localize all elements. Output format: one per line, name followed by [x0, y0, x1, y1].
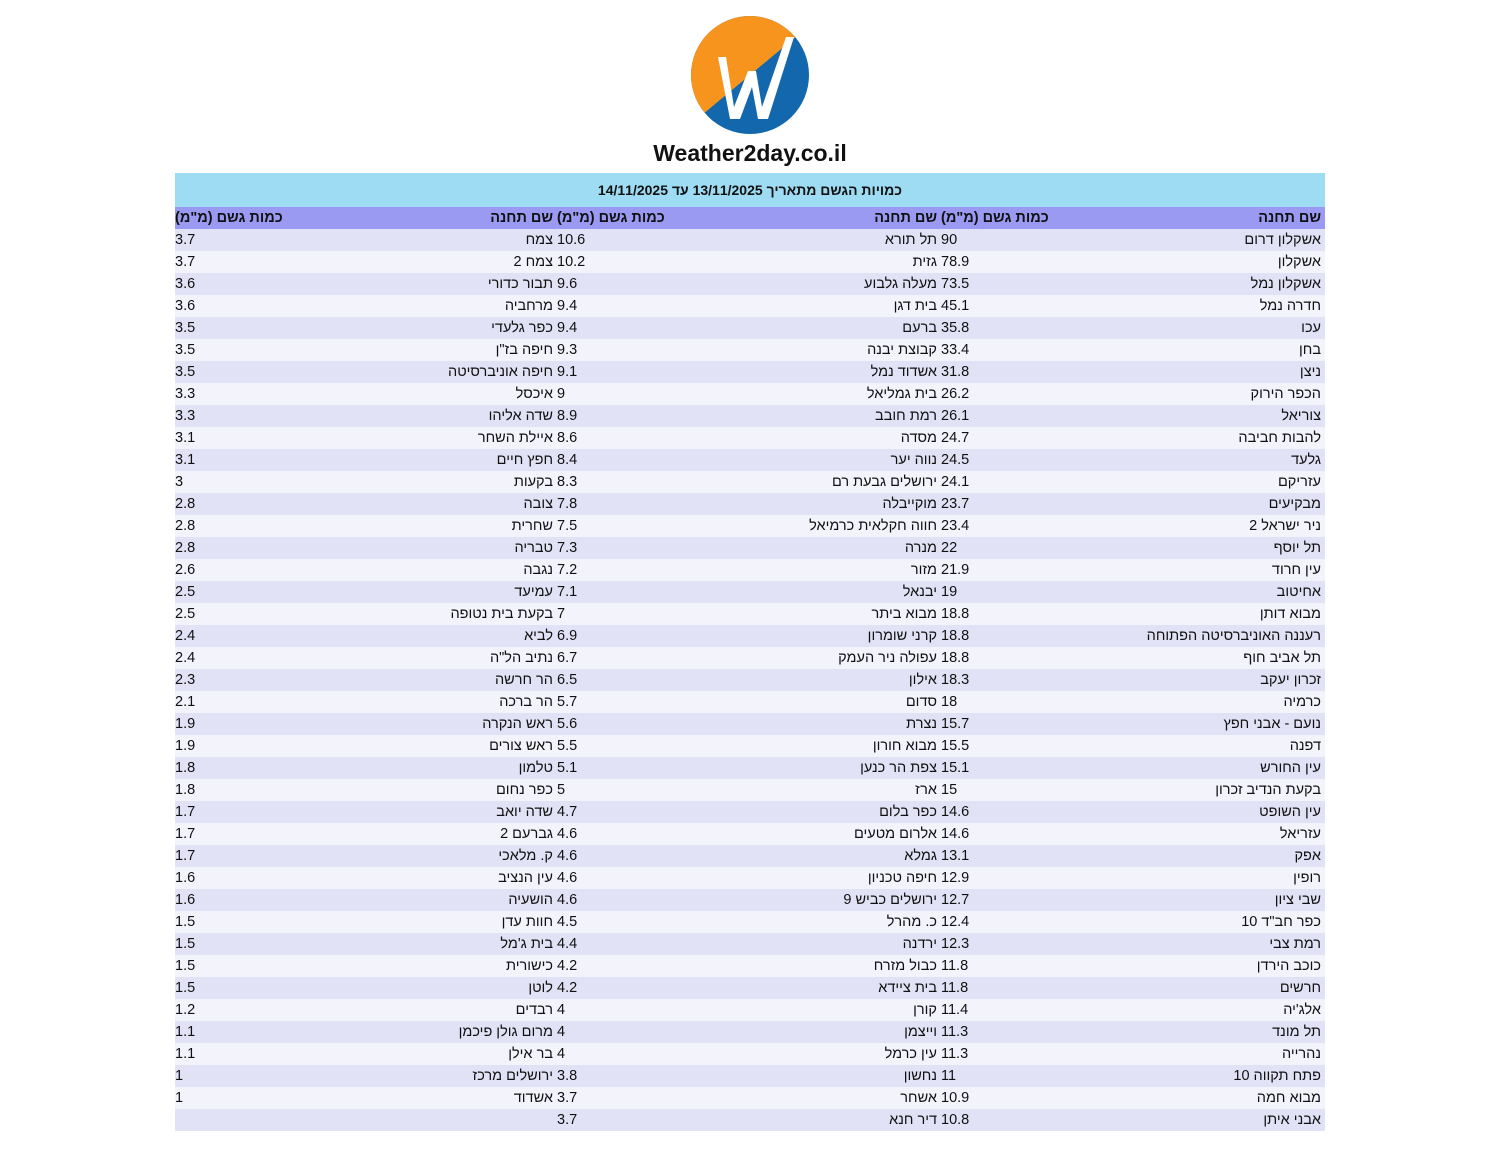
rain-amount-cell: 7.3	[557, 537, 749, 559]
header-rain-2: כמות גשם (מ"מ)	[557, 207, 749, 229]
rain-amount-cell: 1.8	[175, 779, 366, 801]
rain-amount-cell: 15	[941, 779, 1133, 801]
station-name-cell: לוטן	[366, 977, 557, 999]
rain-amount-cell: 10.6	[557, 229, 749, 251]
station-name-cell: טבריה	[366, 537, 557, 559]
rain-amount-cell: 73.5	[941, 273, 1133, 295]
station-name-cell: מרום גולן פיכמן	[366, 1021, 557, 1043]
station-name-cell: טלמון	[366, 757, 557, 779]
rain-amount-cell: 12.3	[941, 933, 1133, 955]
station-name-cell: מבוא דותן	[1133, 603, 1325, 625]
station-name-cell: סדום	[749, 691, 941, 713]
station-name-cell: עזריאל	[1133, 823, 1325, 845]
rain-amount-cell: 6.9	[557, 625, 749, 647]
rain-amount-cell: 3.6	[175, 273, 366, 295]
rain-amount-cell: 2.1	[175, 691, 366, 713]
rain-amount-cell: 1.6	[175, 889, 366, 911]
station-name-cell: חדרה נמל	[1133, 295, 1325, 317]
rain-amount-cell: 12.4	[941, 911, 1133, 933]
station-name-cell: ניר ישראל 2	[1133, 515, 1325, 537]
rain-amount-cell: 3.7	[557, 1087, 749, 1109]
station-name-cell: חרשים	[1133, 977, 1325, 999]
station-name-cell: חפץ חיים	[366, 449, 557, 471]
station-name-cell: זכרון יעקב	[1133, 669, 1325, 691]
station-name-cell: בית ג'מל	[366, 933, 557, 955]
rain-amount-cell: 4.6	[557, 823, 749, 845]
rain-amount-cell: 18.8	[941, 647, 1133, 669]
station-name-cell: ירדנה	[749, 933, 941, 955]
rain-amount-cell: 2.8	[175, 493, 366, 515]
rain-amount-cell: 7.1	[557, 581, 749, 603]
rain-amount-cell: 1.5	[175, 933, 366, 955]
logo-icon	[690, 15, 810, 135]
rain-amount-cell: 1.9	[175, 735, 366, 757]
rain-amount-cell: 9.1	[557, 361, 749, 383]
rain-amount-cell: 5	[557, 779, 749, 801]
rain-amount-cell: 26.2	[941, 383, 1133, 405]
rain-amount-cell: 9.3	[557, 339, 749, 361]
rain-amount-cell: 3.3	[175, 383, 366, 405]
rain-amount-cell: 9.6	[557, 273, 749, 295]
rain-amount-cell: 10.2	[557, 251, 749, 273]
rain-amount-cell: 1.5	[175, 911, 366, 933]
station-name-cell: פתח תקווה 10	[1133, 1065, 1325, 1087]
rain-amount-cell: 78.9	[941, 251, 1133, 273]
rain-amount-cell: 2.8	[175, 537, 366, 559]
rain-amount-cell: 3.7	[175, 229, 366, 251]
station-name-cell: אילון	[749, 669, 941, 691]
station-name-cell: הר ברכה	[366, 691, 557, 713]
station-name-cell: רעננה האוניברסיטה הפתוחה	[1133, 625, 1325, 647]
rain-amount-cell: 4.2	[557, 977, 749, 999]
station-name-cell: הכפר הירוק	[1133, 383, 1325, 405]
rain-amount-cell: 1.2	[175, 999, 366, 1021]
station-name-cell: מבקיעים	[1133, 493, 1325, 515]
station-name-cell: עין חרוד	[1133, 559, 1325, 581]
station-name-cell: דפנה	[1133, 735, 1325, 757]
station-name-cell: נועם - אבני חפץ	[1133, 713, 1325, 735]
station-name-cell: מבוא חמה	[1133, 1087, 1325, 1109]
table-grid	[175, 207, 1325, 1131]
rain-amount-cell: 3.1	[175, 427, 366, 449]
station-name-cell: כרמיה	[1133, 691, 1325, 713]
station-name-cell: צובה	[366, 493, 557, 515]
station-name-cell: צמח	[366, 229, 557, 251]
rain-amount-cell: 8.3	[557, 471, 749, 493]
rain-amount-cell: 12.7	[941, 889, 1133, 911]
rain-amount-cell: 9.4	[557, 317, 749, 339]
station-name-cell: כפר חב"ד 10	[1133, 911, 1325, 933]
rain-amount-cell: 14.6	[941, 801, 1133, 823]
rain-amount-cell: 10.8	[941, 1109, 1133, 1131]
station-name-cell: גלעד	[1133, 449, 1325, 471]
rain-amount-cell: 12.9	[941, 867, 1133, 889]
rain-amount-cell: 2.8	[175, 515, 366, 537]
station-name-cell: אשקלון נמל	[1133, 273, 1325, 295]
station-name-cell: מנרה	[749, 537, 941, 559]
rain-amount-cell: 11.8	[941, 977, 1133, 999]
rain-amount-cell: 4.6	[557, 867, 749, 889]
station-name-cell: צמח 2	[366, 251, 557, 273]
station-name-cell: אשקלון דרום	[1133, 229, 1325, 251]
station-name-cell: חוות עדן	[366, 911, 557, 933]
station-name-cell: נחשון	[749, 1065, 941, 1087]
rain-amount-cell: 3.3	[175, 405, 366, 427]
rain-amount-cell: 6.7	[557, 647, 749, 669]
station-name-cell: קורן	[749, 999, 941, 1021]
station-name-cell: חיפה טכניון	[749, 867, 941, 889]
station-name-cell: עין הנציב	[366, 867, 557, 889]
rain-amount-cell: 7.8	[557, 493, 749, 515]
rain-amount-cell: 35.8	[941, 317, 1133, 339]
rain-amount-cell: 4.4	[557, 933, 749, 955]
station-name-cell: גזית	[749, 251, 941, 273]
station-name-cell: חווה חקלאית כרמיאל	[749, 515, 941, 537]
station-name-cell: מבוא חורון	[749, 735, 941, 757]
rain-amount-cell: 9.4	[557, 295, 749, 317]
station-name-cell: עזריקם	[1133, 471, 1325, 493]
station-name-cell: צפת הר כנען	[749, 757, 941, 779]
table-title: כמויות הגשם מתאריך 13/11/2025 עד 14/11/2025	[175, 173, 1325, 207]
rain-amount-cell: 6.5	[557, 669, 749, 691]
rain-amount-cell: 24.7	[941, 427, 1133, 449]
station-name-cell: רופין	[1133, 867, 1325, 889]
rain-amount-cell: 2.5	[175, 603, 366, 625]
rain-amount-cell: 15.5	[941, 735, 1133, 757]
station-name-cell: איכסל	[366, 383, 557, 405]
station-name-cell: רמת צבי	[1133, 933, 1325, 955]
rain-amount-cell: 11	[941, 1065, 1133, 1087]
station-name-cell: שדה אליהו	[366, 405, 557, 427]
rain-amount-cell: 3	[175, 471, 366, 493]
station-name-cell: נהרייה	[1133, 1043, 1325, 1065]
rain-amount-cell: 24.5	[941, 449, 1133, 471]
station-name-cell: ראש צורים	[366, 735, 557, 757]
rain-amount-cell	[175, 1109, 366, 1131]
station-name-cell: וייצמן	[749, 1021, 941, 1043]
station-name-cell: אחיטוב	[1133, 581, 1325, 603]
rain-amount-cell: 3.7	[175, 251, 366, 273]
station-name-cell: עפולה ניר העמק	[749, 647, 941, 669]
rain-amount-cell: 3.5	[175, 361, 366, 383]
rain-amount-cell: 1.1	[175, 1043, 366, 1065]
station-name-cell: שדה יואב	[366, 801, 557, 823]
station-name-cell: מוקייבלה	[749, 493, 941, 515]
station-name-cell: אלג'יה	[1133, 999, 1325, 1021]
rain-amount-cell: 19	[941, 581, 1133, 603]
rain-amount-cell: 4.5	[557, 911, 749, 933]
station-name-cell: ראש הנקרה	[366, 713, 557, 735]
station-name-cell: דיר חנא	[749, 1109, 941, 1131]
rain-amount-cell: 18.3	[941, 669, 1133, 691]
rain-amount-cell: 2.6	[175, 559, 366, 581]
header-rain-3: כמות גשם (מ"מ)	[175, 207, 366, 229]
station-name-cell: חיפה אוניברסיטה	[366, 361, 557, 383]
station-name-cell: נתיב הל"ה	[366, 647, 557, 669]
rain-amount-cell: 13.1	[941, 845, 1133, 867]
rain-amount-cell: 18.8	[941, 625, 1133, 647]
rain-amount-cell: 1.9	[175, 713, 366, 735]
rain-amount-cell: 3.7	[557, 1109, 749, 1131]
rain-amount-cell: 18	[941, 691, 1133, 713]
station-name-cell: בר אילן	[366, 1043, 557, 1065]
station-name-cell: ארז	[749, 779, 941, 801]
rain-amount-cell: 9	[557, 383, 749, 405]
station-name-cell: ירושלים גבעת רם	[749, 471, 941, 493]
station-name-cell: גמלא	[749, 845, 941, 867]
rain-amount-cell: 3.5	[175, 339, 366, 361]
rain-amount-cell: 8.6	[557, 427, 749, 449]
station-name-cell: ברעם	[749, 317, 941, 339]
rain-amount-cell: 18.8	[941, 603, 1133, 625]
rain-amount-cell: 4.6	[557, 889, 749, 911]
station-name-cell: כישורית	[366, 955, 557, 977]
rain-amount-cell: 2.4	[175, 625, 366, 647]
rain-amount-cell: 5.5	[557, 735, 749, 757]
station-name-cell: כבול מזרח	[749, 955, 941, 977]
station-name-cell: מזור	[749, 559, 941, 581]
rain-amount-cell: 23.7	[941, 493, 1133, 515]
station-name-cell: בית גמליאל	[749, 383, 941, 405]
station-name-cell: אלרום מטעים	[749, 823, 941, 845]
rainfall-table	[175, 173, 1325, 1131]
station-name-cell: בית ציידא	[749, 977, 941, 999]
rain-amount-cell: 3.8	[557, 1065, 749, 1087]
header-rain-1: כמות גשם (מ"מ)	[941, 207, 1133, 229]
station-name-cell: ניצן	[1133, 361, 1325, 383]
station-name-cell: ירושלים מרכז	[366, 1065, 557, 1087]
rain-amount-cell: 1.5	[175, 977, 366, 999]
station-name-cell: תל יוסף	[1133, 537, 1325, 559]
rain-amount-cell: 1.8	[175, 757, 366, 779]
rain-amount-cell: 4.7	[557, 801, 749, 823]
rain-amount-cell: 3.1	[175, 449, 366, 471]
station-name-cell: מעלה גלבוע	[749, 273, 941, 295]
station-name-cell: בקעת בית נטופה	[366, 603, 557, 625]
rain-amount-cell: 2.4	[175, 647, 366, 669]
station-name-cell: בקעת הנדיב זכרון	[1133, 779, 1325, 801]
station-name-cell: להבות חביבה	[1133, 427, 1325, 449]
station-name-cell: כ. מהרל	[749, 911, 941, 933]
rain-amount-cell: 4	[557, 1021, 749, 1043]
rain-amount-cell: 90	[941, 229, 1133, 251]
station-name-cell: שבי ציון	[1133, 889, 1325, 911]
rain-amount-cell: 1	[175, 1065, 366, 1087]
rain-amount-cell: 24.1	[941, 471, 1133, 493]
station-name-cell: בקעות	[366, 471, 557, 493]
rain-amount-cell: 8.9	[557, 405, 749, 427]
rain-amount-cell: 5.7	[557, 691, 749, 713]
rain-amount-cell: 3.6	[175, 295, 366, 317]
site-name: Weather2day.co.il	[653, 140, 847, 166]
rain-amount-cell: 5.1	[557, 757, 749, 779]
rain-amount-cell: 1.7	[175, 845, 366, 867]
rain-amount-cell: 33.4	[941, 339, 1133, 361]
rain-amount-cell: 2.5	[175, 581, 366, 603]
station-name-cell: עין השופט	[1133, 801, 1325, 823]
station-name-cell: חיפה בז"ן	[366, 339, 557, 361]
station-name-cell: ירושלים כביש 9	[749, 889, 941, 911]
station-name-cell: קרני שומרון	[749, 625, 941, 647]
station-name-cell: כפר בלום	[749, 801, 941, 823]
rain-amount-cell: 1	[175, 1087, 366, 1109]
station-name-cell: צוריאל	[1133, 405, 1325, 427]
station-name-cell: בית דגן	[749, 295, 941, 317]
rain-amount-cell: 21.9	[941, 559, 1133, 581]
rain-amount-cell: 11.4	[941, 999, 1133, 1021]
station-name-cell: הר חרשה	[366, 669, 557, 691]
rain-amount-cell: 7.5	[557, 515, 749, 537]
station-name-cell: הושעיה	[366, 889, 557, 911]
station-name-cell: מרחביה	[366, 295, 557, 317]
rain-amount-cell: 1.6	[175, 867, 366, 889]
station-name-cell: כפר גלעדי	[366, 317, 557, 339]
rain-amount-cell: 8.4	[557, 449, 749, 471]
header-station-2: שם תחנה	[749, 207, 941, 229]
station-name-cell: לביא	[366, 625, 557, 647]
station-name-cell	[366, 1109, 557, 1131]
rain-amount-cell: 3.5	[175, 317, 366, 339]
rain-amount-cell: 1.7	[175, 823, 366, 845]
rain-amount-cell: 15.1	[941, 757, 1133, 779]
station-name-cell: תל תורא	[749, 229, 941, 251]
rain-amount-cell: 4.6	[557, 845, 749, 867]
station-name-cell: אשדוד נמל	[749, 361, 941, 383]
station-name-cell: אפק	[1133, 845, 1325, 867]
rain-amount-cell: 5.6	[557, 713, 749, 735]
rain-amount-cell: 10.9	[941, 1087, 1133, 1109]
station-name-cell: תל אביב חוף	[1133, 647, 1325, 669]
station-name-cell: נגבה	[366, 559, 557, 581]
station-name-cell: רמת חובב	[749, 405, 941, 427]
rain-amount-cell: 11.8	[941, 955, 1133, 977]
station-name-cell: מסדה	[749, 427, 941, 449]
station-name-cell: אשקלון	[1133, 251, 1325, 273]
rain-amount-cell: 4	[557, 1043, 749, 1065]
station-name-cell: נצרת	[749, 713, 941, 735]
rain-amount-cell: 4.2	[557, 955, 749, 977]
station-name-cell: תבור כדורי	[366, 273, 557, 295]
station-name-cell: רבדים	[366, 999, 557, 1021]
station-name-cell: יבנאל	[749, 581, 941, 603]
rain-amount-cell: 22	[941, 537, 1133, 559]
rain-amount-cell: 45.1	[941, 295, 1133, 317]
header-station-3: שם תחנה	[366, 207, 557, 229]
site-logo	[690, 15, 810, 135]
header-station-1: שם תחנה	[1133, 207, 1325, 229]
rain-amount-cell: 2.3	[175, 669, 366, 691]
rain-amount-cell: 7	[557, 603, 749, 625]
station-name-cell: עכו	[1133, 317, 1325, 339]
rain-amount-cell: 4	[557, 999, 749, 1021]
station-name-cell: עין כרמל	[749, 1043, 941, 1065]
station-name-cell: תל מונד	[1133, 1021, 1325, 1043]
station-name-cell: עין החורש	[1133, 757, 1325, 779]
station-name-cell: קבוצת יבנה	[749, 339, 941, 361]
station-name-cell: כוכב הירדן	[1133, 955, 1325, 977]
station-name-cell: אשחר	[749, 1087, 941, 1109]
station-name-cell: אבני איתן	[1133, 1109, 1325, 1131]
station-name-cell: עמיעד	[366, 581, 557, 603]
station-name-cell: נווה יער	[749, 449, 941, 471]
rain-amount-cell: 14.6	[941, 823, 1133, 845]
rain-amount-cell: 11.3	[941, 1043, 1133, 1065]
station-name-cell: שחרית	[366, 515, 557, 537]
rain-amount-cell: 1.7	[175, 801, 366, 823]
station-name-cell: בחן	[1133, 339, 1325, 361]
rain-amount-cell: 23.4	[941, 515, 1133, 537]
station-name-cell: איילת השחר	[366, 427, 557, 449]
rain-amount-cell: 1.5	[175, 955, 366, 977]
rain-amount-cell: 11.3	[941, 1021, 1133, 1043]
rain-amount-cell: 31.8	[941, 361, 1133, 383]
station-name-cell: אשדוד	[366, 1087, 557, 1109]
station-name-cell: ק. מלאכי	[366, 845, 557, 867]
rain-amount-cell: 26.1	[941, 405, 1133, 427]
station-name-cell: מבוא ביתר	[749, 603, 941, 625]
rain-amount-cell: 15.7	[941, 713, 1133, 735]
rain-amount-cell: 1.1	[175, 1021, 366, 1043]
rain-amount-cell: 7.2	[557, 559, 749, 581]
station-name-cell: כפר נחום	[366, 779, 557, 801]
station-name-cell: גברעם 2	[366, 823, 557, 845]
